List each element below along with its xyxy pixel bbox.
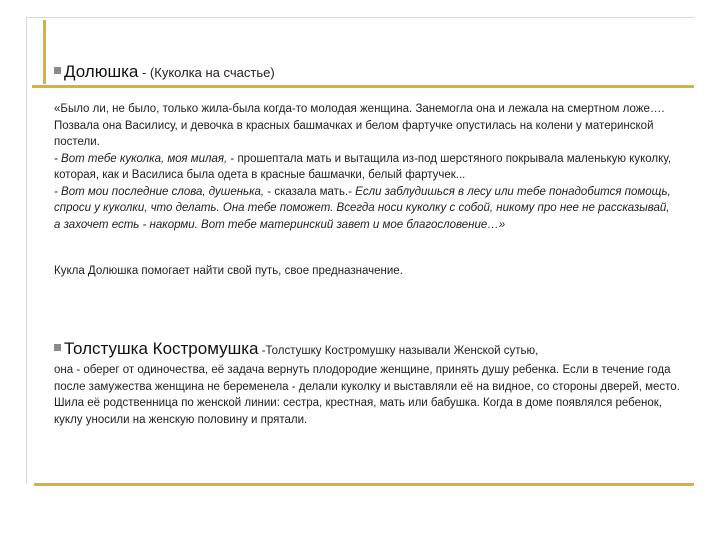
accent-bottom-bar [34,483,694,486]
section2-heading [54,339,538,359]
accent-horizontal-bar [32,85,694,88]
story-text: - Вот тебе куколка, моя милая, [54,152,228,165]
frame-top-border [26,17,694,18]
square-bullet-icon [54,344,61,351]
section1-title: Долюшка [64,62,139,81]
story-text: - прошептала мать и вытащила из-под шерстяного покрывала маленькую куколку, которая, как и Василиса была одета в красные башмачки, белый фартучек... [54,152,672,181]
section1-story [54,101,674,233]
section1-subtitle: - (Куколка на счастье) [138,65,275,80]
section1-note: Кукла Долюшка помогает найти свой путь, свое предназначение. [54,265,403,277]
frame-left-border [26,17,27,484]
story-text: Если заблудишься в лесу или тебе понадобится помощь, спроси у куколки, что делать. Она тебе поможет. Всегда носи куколку с собой, никому про нее не рассказывай, а захочет есть - накорми. Вот тебе материнский завет и мое благословение…» [54,185,671,231]
section2-subtitle: -Толстушку Костромушку называли Женской сутью, [258,345,539,357]
accent-vertical-bar [43,20,46,84]
square-bullet-icon [54,67,61,74]
story-text: - сказала мать.- [267,185,352,198]
section2-description: она - оберег от одиночества, её задача вернуть плодородие женщине, принять душу ребенка. Если в течение года после замужества женщина не беременела - делали куколку и выставляли её на видное, со стороны дверей, место. Шила её родственница по женской линии: сестра, крестная, мать или бабушка. Когда в доме появлялся ребенок, куклу уносили на женскую половину и прятали. [54,364,680,426]
story-text: «Было ли, не было, только жила-была когда-то молодая женщина. Занемогла она и лежала на смертном ложе…. Позвала она Василису, и девочка в красных башмачках и белом фартучке опустилась на колени у материнской постели. [54,103,665,148]
story-text: - Вот мои последние слова, душенька, [54,185,265,198]
section2-title: Толстушка Костромушка [64,339,259,358]
section1-heading [54,62,275,82]
